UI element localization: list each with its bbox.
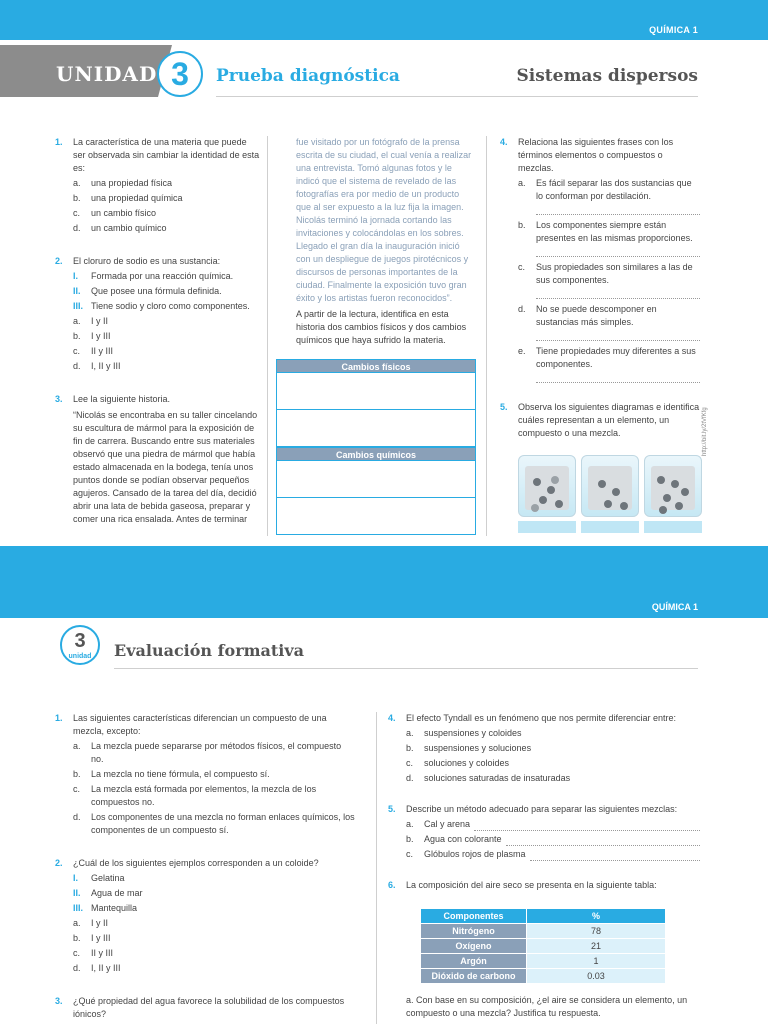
- statement: II. Agua de mar: [73, 888, 143, 898]
- answer-line[interactable]: [506, 833, 700, 846]
- question-text: La composición del aire seco se presenta en la siguiente tabla:: [406, 880, 657, 890]
- answer-cell[interactable]: [276, 410, 476, 447]
- page-divider-band: [0, 546, 768, 592]
- column-2: [296, 136, 476, 347]
- column-right: [388, 712, 700, 896]
- sub-question-text: a. Con base en su composición, ¿el aire se considera un elemento, un compuesto o una mezcla? Justifica tu respuesta.: [406, 995, 688, 1018]
- answer-line[interactable]: [536, 205, 700, 215]
- question-text: Las siguientes características diferencian un compuesto de una mezcla, excepto:: [73, 713, 327, 736]
- table-row: [421, 954, 666, 969]
- option: c. Sus propiedades son similares a las de sus componentes.: [518, 262, 693, 285]
- answer-line[interactable]: [536, 247, 700, 257]
- question-instruction: A partir de la lectura, identifica en esta historia dos cambios físicos y dos cambios químicos que haya sufrido la materia.: [296, 309, 467, 345]
- table-header-cell: %: [527, 909, 666, 924]
- component-cell: Argón: [421, 954, 527, 969]
- component-cell: Nitrógeno: [421, 924, 527, 939]
- top-bar: [0, 0, 768, 40]
- page-header: [0, 40, 768, 98]
- statement: I. Gelatina: [73, 873, 125, 883]
- answer-line[interactable]: [530, 848, 700, 861]
- option: e. Tiene propiedades muy diferentes a sus componentes.: [518, 346, 696, 369]
- story-part-2: fue visitado por un fotógrafo de la prensa escrita de su ciudad, el cual venía a realizar una entrevista. Tomó algunas fotos y le indicó que el sistema de revelado de las fotografías era por medio de un producto que al ser expuesto a la luz fija la imagen. Nicolás terminó la jornada cortando las invitaciones y colocándolas en los sobres. Llegado el gran día la inauguración inició con un despliegue de juegos pirotécnicos y discursos de personas importantes de la ciudad. Finalmente la exposición tuvo gran éxito y los artistas fueron reconocidos”.: [296, 137, 472, 303]
- question-text: Describe un método adecuado para separar las siguientes mezclas:: [406, 804, 678, 814]
- option: d. soluciones saturadas de insaturadas: [406, 773, 571, 783]
- answer-box[interactable]: [518, 521, 576, 533]
- percent-cell: 21: [527, 939, 666, 954]
- option: c. II y III: [73, 346, 114, 356]
- subject-label: QUÍMICA 1: [649, 25, 698, 35]
- statement: I. Formada por una reacción química.: [73, 271, 234, 281]
- component-cell: Dióxido de carbono: [421, 969, 527, 984]
- unit-badge: [60, 625, 100, 665]
- question-5: [500, 401, 700, 440]
- question-3: [55, 393, 260, 526]
- question-number: 4.: [388, 713, 396, 723]
- answer-cell[interactable]: [276, 373, 476, 410]
- answer-line[interactable]: [474, 818, 700, 831]
- unit-label: UNIDAD: [56, 62, 158, 86]
- answer-cell[interactable]: [276, 461, 476, 498]
- page-title: Evaluación formativa: [114, 641, 305, 660]
- header-rule: [114, 668, 698, 669]
- question-text: El efecto Tyndall es un fenómeno que nos permite diferenciar entre:: [406, 713, 676, 723]
- option: b. suspensiones y soluciones: [406, 743, 532, 753]
- statement: III. Tiene sodio y cloro como componentes.: [73, 301, 250, 311]
- table-header-cell: Componentes: [421, 909, 527, 924]
- answer-line[interactable]: [536, 373, 700, 383]
- column-3: [500, 136, 700, 444]
- answer-line[interactable]: [536, 331, 700, 341]
- option: d. I, II y III: [73, 963, 121, 973]
- column-divider: [486, 136, 487, 536]
- option: d. un cambio químico: [73, 223, 167, 233]
- question-number: 2.: [55, 256, 63, 266]
- header-rule: [216, 96, 698, 97]
- option: a. I y II: [73, 316, 109, 326]
- question-text: ¿Qué propiedad del agua favorece la solubilidad de los compuestos iónicos?: [73, 996, 345, 1019]
- question-number: 3.: [55, 996, 63, 1006]
- question-text: Lee la siguiente historia.: [73, 394, 171, 404]
- option: a. Cal y arena: [406, 818, 700, 831]
- column-1: [55, 136, 260, 530]
- option: b. una propiedad química: [73, 193, 183, 203]
- beaker-diagrams: [518, 455, 698, 535]
- option: a. Es fácil separar las dos sustancias que lo conforman por destilación.: [518, 178, 692, 201]
- question-text: ¿Cuál de los siguientes ejemplos corresponden a un coloide?: [73, 858, 319, 868]
- option: a. una propiedad física: [73, 178, 173, 188]
- unit-tab: [0, 45, 158, 97]
- column-left: [55, 712, 355, 1024]
- question-number: 1.: [55, 137, 63, 147]
- story-part-1: “Nicolás se encontraba en su taller cincelando su escultura de mármol para la exposición de fin de carrera. Buscando entre sus materiales observó que una piedra de mármol que había estado almacenada en la bodega, tenía unos puntos donde se podían observar pequeños agujeros. Cansado de la tarea del día, decidió abrir una lata de bebida gaseosa, preparar y comer una rica ensalada. Antes de terminar: [73, 410, 258, 524]
- question-6a: [406, 994, 701, 1020]
- unit-number: 3: [74, 630, 86, 652]
- option: a. La mezcla puede separarse por métodos físicos, el compuesto no.: [73, 741, 342, 764]
- question-text: Relaciona las siguientes frases con los términos elementos o compuestos o mezclas.: [518, 137, 674, 173]
- option: d. No se puede descomponer en sustancias más simples.: [518, 304, 657, 327]
- statement: III. Mantequilla: [73, 903, 138, 913]
- beaker-image: [581, 455, 639, 517]
- unit-number: 3: [157, 51, 203, 97]
- option: a. I y II: [73, 918, 109, 928]
- component-cell: Oxígeno: [421, 939, 527, 954]
- question-1: [55, 712, 355, 837]
- unit-word: unidad: [68, 653, 92, 660]
- table-header-chemical: Cambios químicos: [276, 447, 476, 461]
- question-number: 6.: [388, 880, 396, 890]
- answer-box[interactable]: [581, 521, 639, 533]
- answer-cell[interactable]: [276, 498, 476, 535]
- subject-label: QUÍMICA 1: [651, 602, 698, 612]
- question-text: La característica de una materia que puede ser observada sin cambiar la identidad de esta es:: [73, 137, 260, 173]
- question-text: El cloruro de sodio es una sustancia:: [73, 256, 221, 266]
- option: b. Agua con colorante: [406, 833, 700, 846]
- question-number: 5.: [500, 402, 508, 412]
- question-4: [388, 712, 700, 785]
- question-2: [55, 857, 355, 975]
- option: b. I y III: [73, 933, 111, 943]
- option: a. suspensiones y coloides: [406, 728, 522, 738]
- question-2: [55, 255, 260, 373]
- question-number: 4.: [500, 137, 508, 147]
- question-number: 3.: [55, 394, 63, 404]
- page-title: Prueba diagnóstica: [216, 66, 400, 86]
- question-text: Observa los siguientes diagramas e identifica cuáles representan a un elemento, un compuesto o una mezcla.: [518, 402, 700, 438]
- changes-table: [276, 359, 476, 535]
- option: b. I y III: [73, 331, 111, 341]
- air-composition-table: [420, 908, 666, 984]
- option: b. Los componentes siempre están presentes en las mismas proporciones.: [518, 220, 693, 243]
- table-row: [421, 924, 666, 939]
- beaker-image: [518, 455, 576, 517]
- table-row: [421, 969, 666, 984]
- percent-cell: 78: [527, 924, 666, 939]
- question-number: 1.: [55, 713, 63, 723]
- question-number: 5.: [388, 804, 396, 814]
- option: c. soluciones y coloides: [406, 758, 510, 768]
- column-divider: [376, 712, 377, 1024]
- column-divider: [267, 136, 268, 536]
- option: c. un cambio físico: [73, 208, 157, 218]
- question-number: 2.: [55, 858, 63, 868]
- section-title: Sistemas dispersos: [516, 66, 698, 86]
- option: d. Los componentes de una mezcla no forman enlaces químicos, los componentes de un compuesto sí.: [73, 812, 355, 835]
- table-header-row: [421, 909, 666, 924]
- percent-cell: 1: [527, 954, 666, 969]
- statement: II. Que posee una fórmula definida.: [73, 286, 222, 296]
- question-6: [388, 879, 700, 892]
- question-4: [500, 136, 700, 383]
- page2-top-bar: [0, 592, 768, 618]
- option: c. Glóbulos rojos de plasma: [406, 848, 700, 861]
- percent-cell: 0.03: [527, 969, 666, 984]
- option: c. La mezcla está formada por elementos, la mezcla de los compuestos no.: [73, 784, 317, 807]
- beaker-image: [644, 455, 702, 517]
- table-header-physical: Cambios físicos: [276, 359, 476, 373]
- question-1: [55, 136, 260, 235]
- table-row: [421, 939, 666, 954]
- option: b. La mezcla no tiene fórmula, el compuesto sí.: [73, 769, 270, 779]
- answer-box[interactable]: [644, 521, 702, 533]
- question-5: [388, 803, 700, 861]
- image-credit: http://bit.ly/2tVfKfg: [702, 407, 708, 456]
- option: d. I, II y III: [73, 361, 121, 371]
- answer-line[interactable]: [536, 289, 700, 299]
- question-3: [55, 995, 355, 1021]
- option: c. II y III: [73, 948, 114, 958]
